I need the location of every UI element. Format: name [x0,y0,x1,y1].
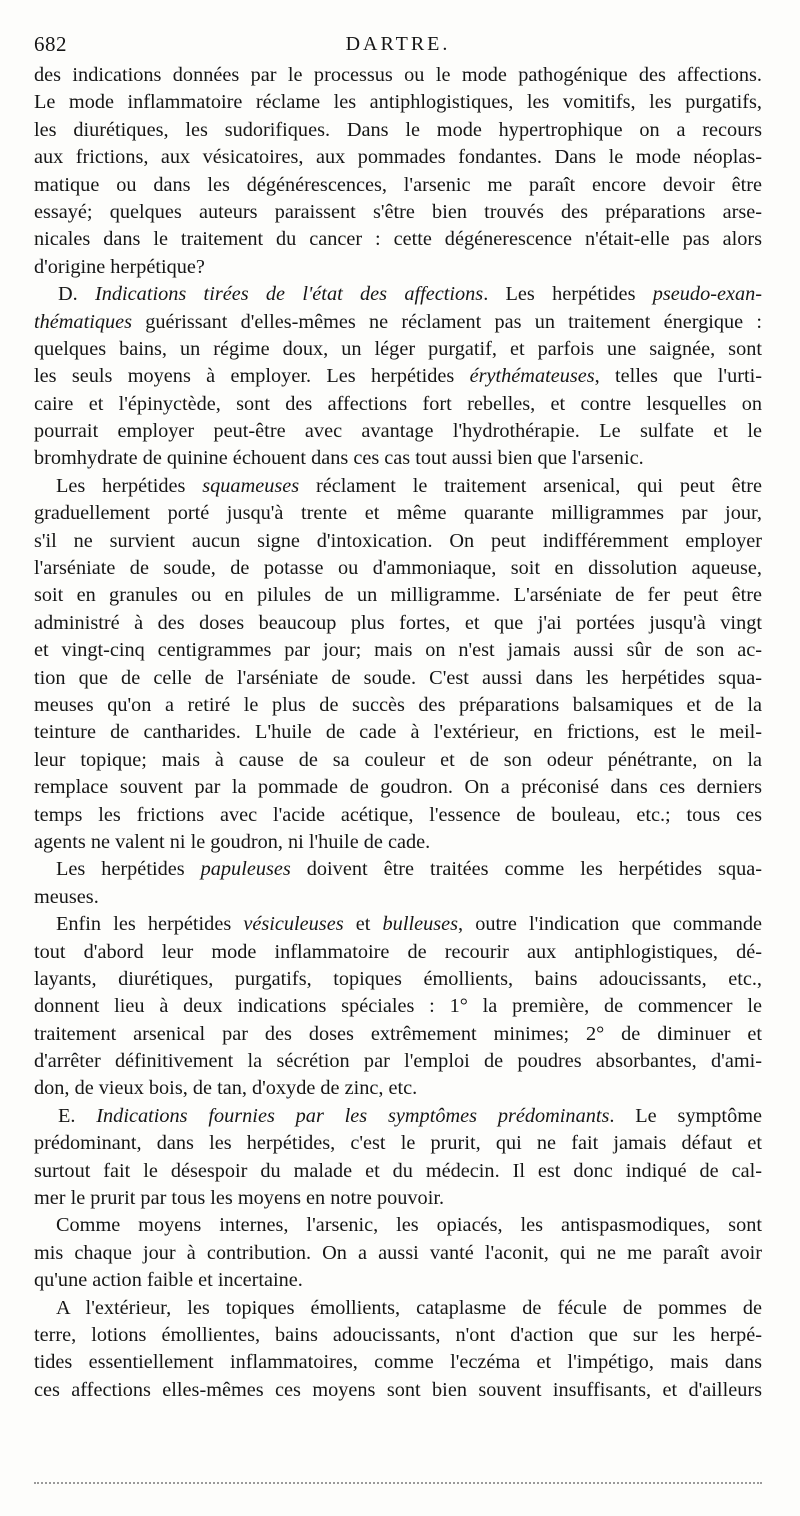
text-line: graduellement porté jusqu'à trente et même quarante milligrammes par jour, [34,502,762,525]
text-line: A l'extérieur, les topiques émollients, cataplasme de fécule de pommes de [56,1296,762,1319]
italic-term: érythémateuses [469,365,595,388]
page-header [34,30,762,58]
text-line: mis chaque jour à contribution. On a aussi vanté l'aconit, qui ne me paraît avoir [34,1241,762,1264]
text-line: bromhydrate de quinine échouent dans ces cas tout aussi bien que l'arsenic. [34,447,644,470]
italic-term: pseudo-exan- [652,283,762,306]
text-line: nicales dans le traitement du cancer : cette dégénerescence n'était-elle pas alors [34,228,762,251]
text-line: Comme moyens internes, l'arsenic, les opiacés, les antispasmodiques, sont [56,1214,762,1237]
text-line: administré à des doses beaucoup plus fortes, et que j'ai portées jusqu'à vingt [34,611,762,634]
text-line: temps les frictions avec l'acide acétique, l'essence de bouleau, etc.; tous ces [34,803,762,826]
text-line [34,309,762,336]
text-line: pourrait employer peut-être avec avantage l'hydrothérapie. Le sulfate et le [34,420,762,443]
text-run: Enfin les herpétides [56,913,244,936]
text-run: . Les herpétides [483,283,653,306]
text-run: Les herpétides [56,474,203,497]
italic-term: Indications fournies par les symptômes prédominants [96,1104,610,1127]
text-line: meuses qu'on a retiré le plus de succès des préparations balsamiques et de la [34,693,762,716]
italic-term: papuleuses [200,858,291,881]
text-line [34,911,762,938]
text-line: traitement arsenical par des doses extrêmement minimes; 2° de diminuer et [34,1022,762,1045]
text-line: tout d'abord leur mode inflammatoire de recourir aux antiphlogistiques, dé- [34,940,762,963]
text-line [34,473,762,500]
text-run: réclament le traitement arsenical, qui peut être [299,474,762,497]
text-line: et vingt-cinq centigrammes par jour; mais on n'est jamais aussi sûr de son ac- [34,639,762,662]
footer-dotted-rule [34,1472,762,1484]
italic-term: thématiques [34,310,133,333]
text-line: Le mode inflammatoire réclame les antiphlogistiques, les vomitifs, les purgatifs, [34,91,762,114]
text-line: leur topique; mais à cause de sa couleur et de son odeur pénétrante, on la [34,748,762,771]
text-line: ces affections elles-mêmes ces moyens sont bien souvent insuffisants, et d'ailleurs [34,1378,762,1401]
italic-term: Indications tirées de l'état des affections [95,283,484,306]
text-line: essayé; quelques auteurs paraissent s'être bien trouvés des préparations arse- [34,200,762,223]
text-run: guérissant d'elles-mêmes ne réclament pas un traitement énergique : [132,310,762,333]
text-line: tion que de celle de l'arséniate de soude. C'est aussi dans les herpétides squa- [34,666,762,689]
text-line: l'arséniate de soude, de potasse ou d'ammoniaque, soit en dissolution aqueuse, [34,557,762,580]
text-run: et [343,913,383,936]
text-run: , telles que l'urti- [594,365,762,388]
text-line: teinture de cantharides. L'huile de cade à l'extérieur, en frictions, est le meil- [34,721,762,744]
italic-term: vésiculeuses [243,913,344,936]
italic-term: squameuses [202,474,300,497]
text-run: . Le symptôme [609,1104,762,1127]
text-run: Les herpétides [56,858,201,881]
body-text [34,62,762,1404]
text-line [34,281,762,308]
text-run: les seuls moyens à employer. Les herpétides [34,365,470,388]
text-line: matique ou dans les dégénérescences, l'arsenic me paraît encore devoir être [34,173,762,196]
text-line: mer le prurit par tous les moyens en notre pouvoir. [34,1187,445,1210]
text-line: donnent lieu à deux indications spéciales : 1° la première, de commencer le [34,995,762,1018]
text-line: remplace souvent par la pommade de goudron. On a préconisé dans ces derniers [34,776,762,799]
text-line: soit en granules ou en pilules de un milligramme. L'arséniate de fer peut être [34,584,762,607]
text-line: terre, lotions émollientes, bains adoucissants, n'ont d'action que sur les herpé- [34,1323,762,1346]
text-line: d'arrêter définitivement la sécrétion par l'emploi de poudres absorbantes, d'ami- [34,1050,762,1073]
text-line: aux frictions, aux vésicatoires, aux pommades fondantes. Dans le mode néoplas- [34,146,762,169]
text-line: agents ne valent ni le goudron, ni l'huile de cade. [34,830,431,853]
text-line: prédominant, dans les herpétides, c'est le prurit, qui ne fait jamais défaut et [34,1132,762,1155]
running-head: DARTRE. [345,33,451,55]
text-line: des indications données par le processus ou le mode pathogénique des affections. [34,64,762,86]
text-line: caire et l'épinyctède, sont des affections fort rebelles, et contre lesquelles on [34,392,762,415]
text-line: d'origine herpétique? [34,255,205,278]
text-run: , outre l'indication que commande [458,913,762,936]
text-run: D. [58,283,96,306]
text-line: surtout fait le désespoir du malade et du médecin. Il est donc indiqué de cal- [34,1159,762,1182]
text-line [34,856,762,883]
text-line: qu'une action faible et incertaine. [34,1269,303,1292]
text-line [34,363,762,390]
text-run: E. [58,1104,97,1127]
text-line: don, de vieux bois, de tan, d'oxyde de zinc, etc. [34,1077,418,1100]
text-line: s'il ne survient aucun signe d'intoxication. On peut indifféremment employer [34,529,762,552]
text-line: les diurétiques, les sudorifiques. Dans le mode hypertrophique on a recours [34,118,762,141]
text-line [34,1103,762,1130]
text-line: tides essentiellement inflammatoires, comme l'eczéma et l'impétigo, mais dans [34,1351,762,1374]
italic-term: bulleuses [382,913,459,936]
text-line: layants, diurétiques, purgatifs, topiques émollients, bains adoucissants, etc., [34,967,762,990]
text-line: meuses. [34,885,99,908]
text-run: doivent être traitées comme les herpétides squa- [290,858,762,881]
text-line: quelques bains, un régime doux, un léger purgatif, et parfois une saignée, sont [34,337,762,360]
page-number: 682 [34,32,67,56]
